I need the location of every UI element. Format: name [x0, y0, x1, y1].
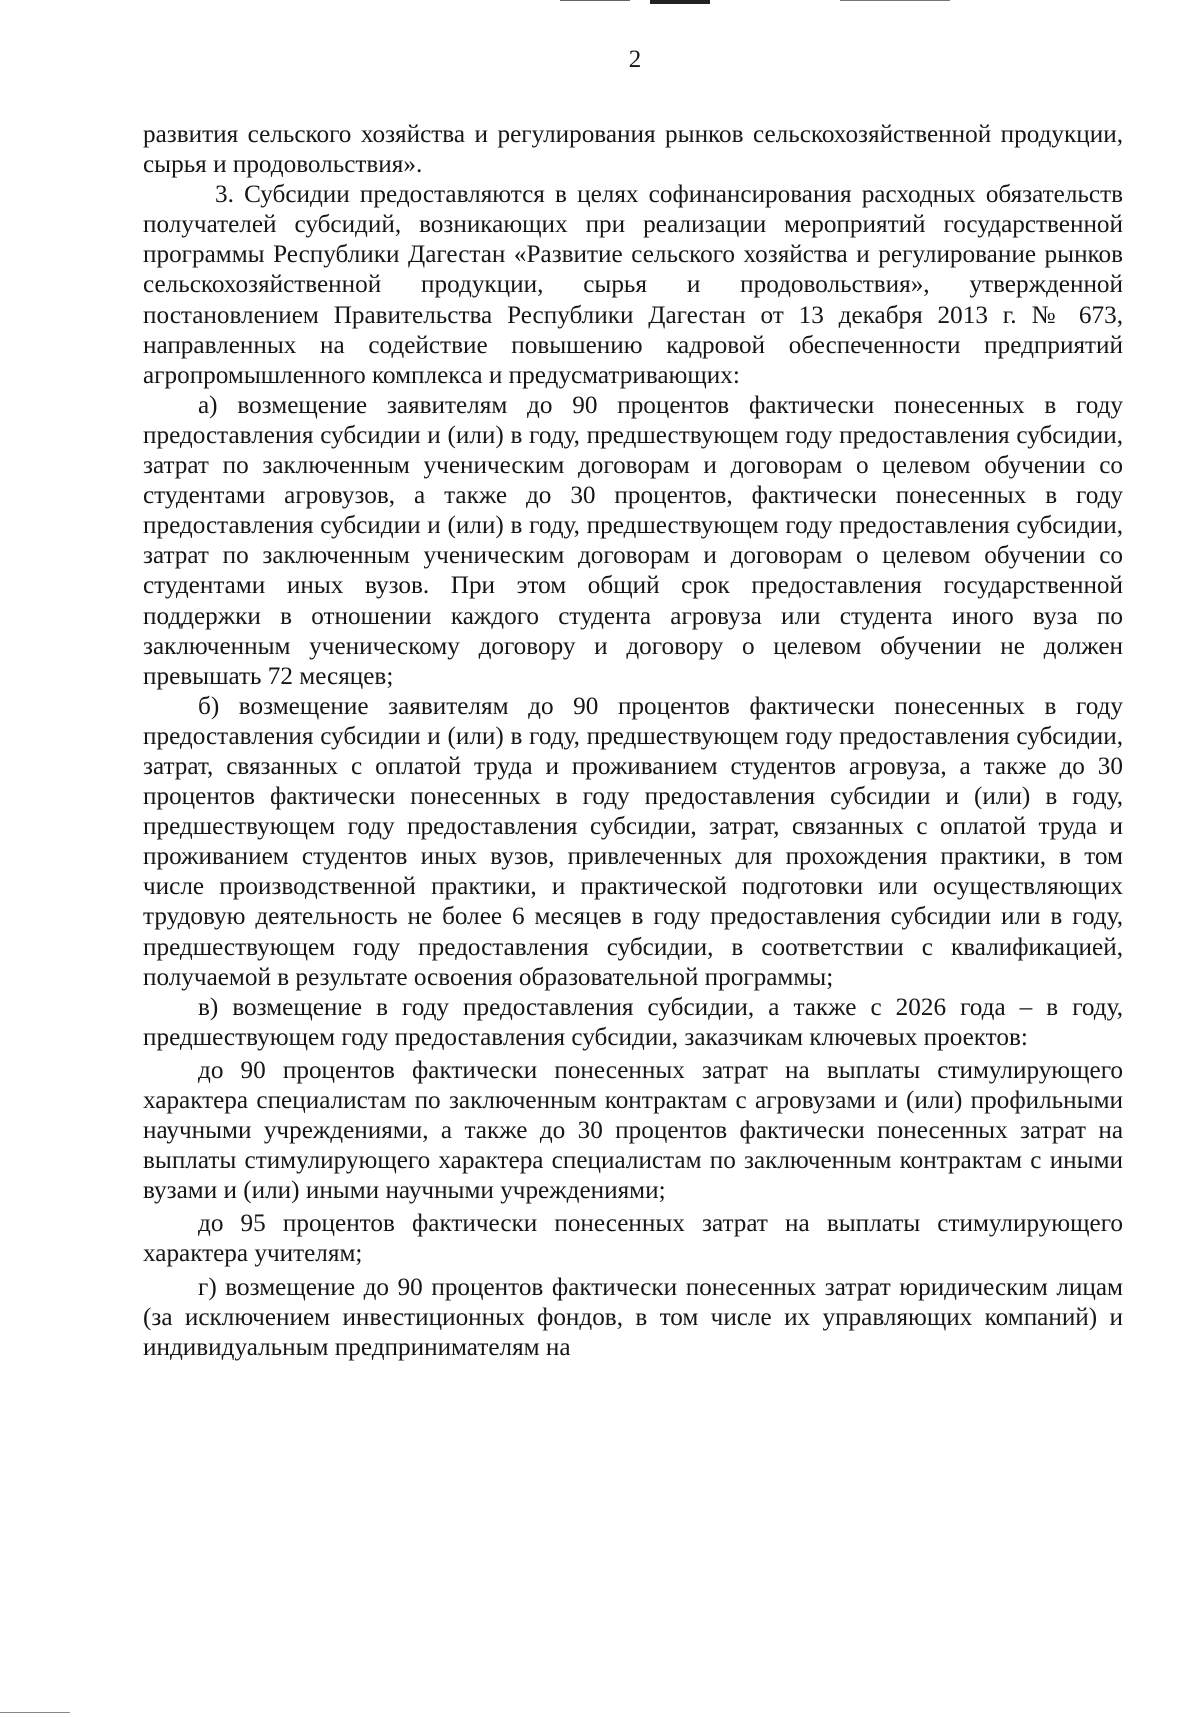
scan-artifact [560, 0, 630, 1]
paragraph-subitem-95: до 95 процентов фактически понесенных затрат на выплаты стимулирующего характера учителям; [143, 1210, 1123, 1268]
paragraph-continuation: развития сельского хозяйства и регулирования рынков сельскохозяйственной продукции, сырья и продовольствия». [143, 121, 1123, 179]
paragraph-item-b: б) возмещение заявителям до 90 процентов фактически понесенных в году предоставления субсидии и (или) в году, предшествующем году предоставления субсидии, затрат, связанных с оплатой труда и проживанием студентов агровуза, а также до 30 процентов фактически понесенных в году предоставления субсидии и (или) в году, предшествующем году предоставления субсидии, затрат, связанных с оплатой труда и проживанием студентов иных вузов, привлеченных для прохождения практики, в том числе производственной практики, и практической подготовки или осуществляющих трудовую деятельность не более 6 месяцев в году предоставления субсидии или в году, предшествующем году предоставления субсидии, в соответствии с квалификацией, получаемой в результате освоения образовательной программы; [143, 692, 1123, 991]
paragraph-subitem-90: до 90 процентов фактически понесенных затрат на выплаты стимулирующего характера специалистам по заключенным контрактам с агровузами и (или) профильными научными учреждениями, а также до 30 процентов фактически понесенных затрат на выплаты стимулирующего характера специалистам по заключенным контрактам с иными вузами и (или) иными научными учреждениями; [143, 1056, 1123, 1205]
scan-artifact [840, 0, 950, 1]
paragraph-item-a: а) возмещение заявителям до 90 процентов фактически понесенных в году предоставления субсидии и (или) в году, предшествующем году предоставления субсидии, затрат по заключенным ученическим договорам и договорам о целевом обучении со студентами агровузов, а также до 30 процентов, фактически понесенных в году предоставления субсидии и (или) в году, предшествующем году предоставления субсидии, затрат по заключенным ученическим договорам и договорам о целевом обучении со студентами иных вузов. При этом общий срок предоставления государственной поддержки в отношении каждого студента агровуза или студента иного вуза по заключенным ученическому договору и договору о целевом обучении не должен превышать 72 месяцев; [143, 391, 1123, 690]
document-body [143, 120, 1123, 1363]
page-number: 2 [628, 46, 642, 73]
scan-artifact [0, 1712, 70, 1713]
scan-artifact [650, 0, 710, 4]
paragraph-item-v: в) возмещение в году предоставления субсидии, а также с 2026 года – в году, предшествующем году предоставления субсидии, заказчикам ключевых проектов: [143, 993, 1123, 1051]
paragraph-item-g: г) возмещение до 90 процентов фактически понесенных затрат юридическим лицам (за исключением инвестиционных фондов, в том числе их управляющих компаний) и индивидуальным предпринимателям на [143, 1273, 1123, 1361]
paragraph-item-3: 3. Субсидии предоставляются в целях софинансирования расходных обязательств получателей субсидий, возникающих при реализации мероприятий государственной программы Республики Дагестан «Развитие сельского хозяйства и регулирование рынков сельскохозяйственной продукции, сырья и продовольствия», утвержденной постановлением Правительства Республики Дагестан от 13 декабря 2013 г. № 673, направленных на содействие повышению кадровой обеспеченности предприятий агропромышленного комплекса и предусматривающих: [143, 181, 1123, 389]
